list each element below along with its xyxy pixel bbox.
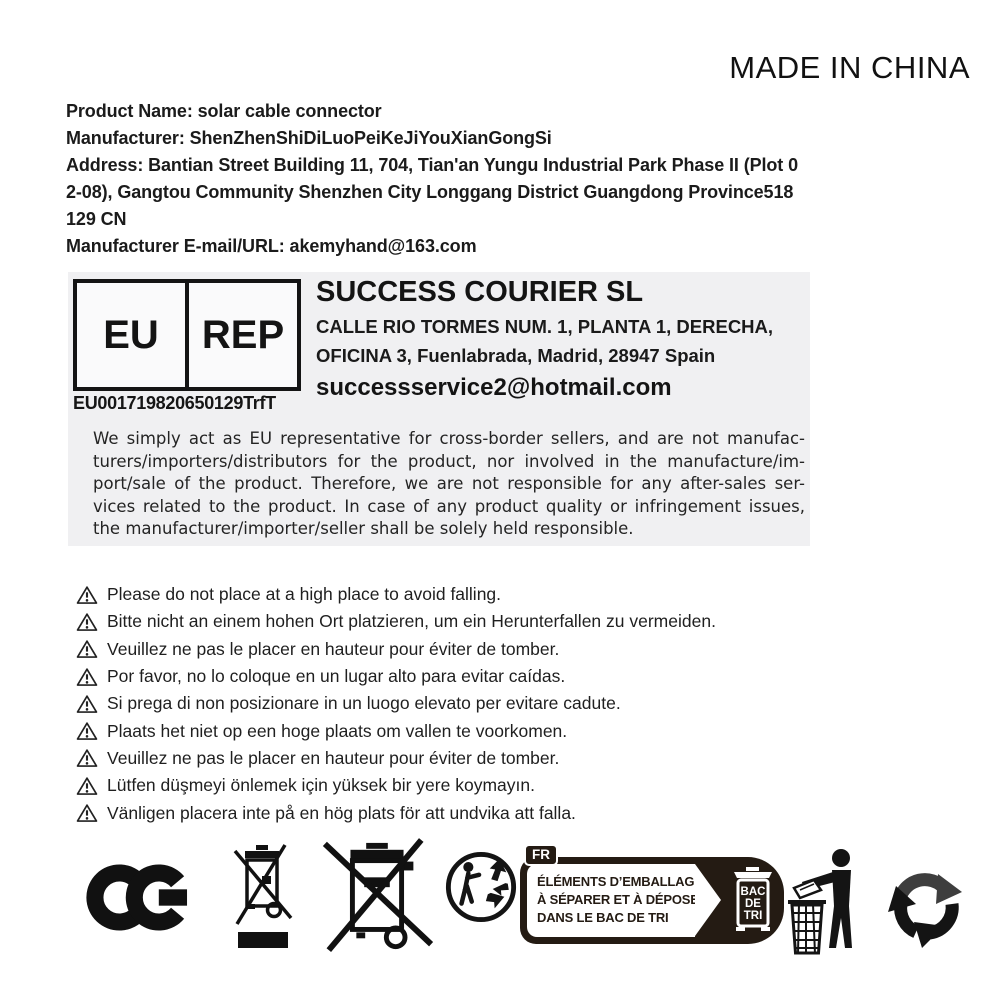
tidy-man-icon [786,846,868,958]
bin-word: BAC [740,886,766,898]
rep-cell: REP [201,312,285,357]
warning-triangle-icon [76,748,98,768]
address-line-2: 2-08), Gangtou Community Shenzhen City Longgang District Guangdong Province518 [66,182,794,202]
compliance-icons-row [0,830,1000,970]
warning-triangle-icon [76,667,98,687]
disclaimer-line: We simply act as EU representative for cross-border sellers, and are not manufac- [93,429,805,448]
disclaimer-line: the manufacturer/importer/seller shall be solely held responsible. [93,519,634,539]
fr-label-line: DANS LE BAC DE TRI [537,910,669,925]
warning-text: Veuillez ne pas le placer en hauteur pour éviter de tomber. [107,638,560,659]
warning-row [76,663,956,690]
warning-row [76,581,956,608]
address-line-3: 129 CN [66,209,127,229]
warnings-list [76,581,956,827]
fr-label-body [520,857,784,944]
eu-rep-contact [316,276,806,402]
bac-de-tri-bin-icon [730,866,776,934]
warning-row [76,745,956,772]
warning-row [76,690,956,717]
triman-icon [444,850,518,924]
warning-text: Vänligen placera inte på en hög plats för att undvika att falla. [107,802,576,823]
eu-rep-address-line-1: CALLE RIO TORMES NUM. 1, PLANTA 1, DERECHA, [316,316,774,337]
weee-crossed-bin-icon [232,842,294,948]
warning-row [76,717,956,744]
address-line-1: Address: Bantian Street Building 11, 704, Tian'an Yungu Industrial Park Phase II (Plot 0 [66,155,799,175]
eu-rep-company-name: SUCCESS COURIER SL [316,276,644,308]
warning-text: Si prega di non posizionare in un luogo elevato per evitare cadute. [107,693,621,714]
weee-black-bar [238,932,288,948]
warning-row [76,636,956,663]
product-info-block [66,98,986,260]
recycling-mobius-icon [884,854,968,954]
fr-tag: FR [524,844,558,866]
manufacturer-line: Manufacturer: ShenZhenShiDiLuoPeiKeJiYouXianGongSi [66,128,552,148]
warning-triangle-icon [76,803,98,823]
made-in-china-text: MADE IN CHINA [729,50,970,85]
warning-triangle-icon [76,612,98,632]
warning-row [76,608,956,635]
eu-cell: EU [77,283,189,387]
warning-text: Plaats het niet op een hoge plaats om vallen te voorkomen. [107,720,568,741]
warning-text: Bitte nicht an einem hohen Ort platzieren, um ein Herunterfallen zu vermeiden. [107,611,716,632]
warning-triangle-icon [76,776,98,796]
eu-rep-panel [68,272,810,546]
ce-mark-icon [86,862,190,933]
warning-text: Por favor, no lo coloque en un lugar alto para evitar caídas. [107,666,566,687]
fr-label-line: À SÉPARER ET À DÉPOSER [537,892,708,907]
fr-label-line: ÉLÉMENTS D’EMBALLAGE [537,874,703,889]
disclaimer-line: vices related to the product. In case of any product quality or infringement issues, [93,496,805,516]
warning-text: Please do not place at a high place to avoid falling. [107,584,502,605]
eu-rep-address-line-2: OFICINA 3, Fuenlabrada, Madrid, 28947 Spain [316,344,716,366]
warning-triangle-icon [76,694,98,714]
manufacturer-email-line: Manufacturer E-mail/URL: akemyhand@163.com [66,236,477,256]
warning-text: Veuillez ne pas le placer en hauteur pour éviter de tomber. [107,747,560,768]
fr-label-arrow-point [695,864,721,936]
eu-rep-disclaimer [93,428,805,541]
warning-triangle-icon [76,585,98,605]
warning-row [76,772,956,799]
bin-word: TRI [743,910,763,922]
bin-word: DE [745,898,761,910]
warning-row [76,799,956,826]
eu-rep-registration-number: EU001719820650129TrfT [73,393,276,413]
disclaimer-line: turers/importers/distributors for the product, nor involved in the manufacture/im- [93,451,805,471]
eu-rep-box [73,279,301,391]
packaging-sorting-label [520,844,784,946]
warning-text: Lütfen düşmeyi önlemek için yüksek bir yere koymayın. [107,775,535,796]
product-name-line: Product Name: solar cable connector [66,101,382,121]
warning-triangle-icon [76,721,98,741]
warning-triangle-icon [76,639,98,659]
eu-rep-email: successservice2@hotmail.com [316,374,672,401]
fr-label-text-box [527,864,708,937]
disclaimer-line: port/sale of the product. Therefore, we are not responsible for any after-sales ser- [93,474,805,494]
crossed-wheeled-bin-icon [314,838,440,956]
